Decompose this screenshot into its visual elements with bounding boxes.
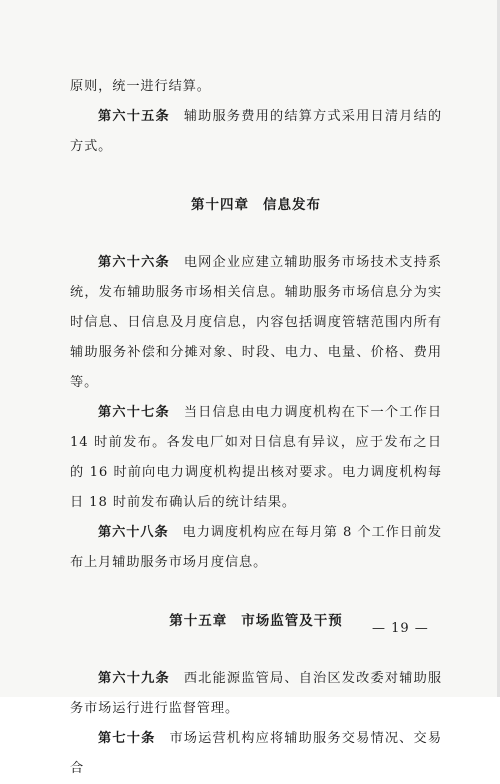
article-text: 电力调度机构应在每月第 8 个工作日前发布上月辅助服务市场月度信息。 <box>70 525 443 570</box>
article-number: 第六十六条 <box>98 255 170 270</box>
chapter-title: 信息发布 <box>263 197 321 213</box>
article-70 <box>70 724 442 784</box>
article-number: 第七十条 <box>98 731 156 746</box>
article-68 <box>70 518 442 578</box>
article-number: 第六十九条 <box>98 671 170 686</box>
chapter-number: 第十四章 <box>191 197 249 213</box>
article-number: 第六十八条 <box>98 525 169 540</box>
continued-paragraph <box>70 72 442 102</box>
article-number: 第六十七条 <box>98 405 170 420</box>
article-text: 当日信息由电力调度机构在下一个工作日 14 时前发布。各发电厂如对日信息有异议，应于发布之日的 16 时前向电力调度机构提出核对要求。电力调度机构每日 18 时前发布确认后的统计结果。 <box>70 405 443 510</box>
article-number: 第六十五条 <box>98 109 170 124</box>
paragraph-text: 原则，统一进行结算。 <box>70 79 211 94</box>
page-number: — 19 — <box>372 621 429 636</box>
article-67 <box>70 398 442 518</box>
chapter-title: 市场监管及干预 <box>241 613 343 629</box>
article-text: 市场运营机构应将辅助服务交易情况、交易合 <box>70 731 442 776</box>
article-65 <box>70 102 442 162</box>
article-69 <box>70 664 442 724</box>
article-66 <box>70 248 442 398</box>
chapter-14-heading <box>70 190 442 220</box>
chapter-number: 第十五章 <box>169 613 228 629</box>
page-body <box>70 72 442 784</box>
article-text: 电网企业应建立辅助服务市场技术支持系统，发布辅助服务市场相关信息。辅助服务市场信息分为实时信息、日信息及月度信息，内容包括调度管辖范围内所有辅助服务补偿和分摊对象、时段、电力、电量、价格、费用等。 <box>70 255 443 390</box>
article-text: 辅助服务费用的结算方式采用日清月结的方式。 <box>70 109 443 154</box>
article-text: 西北能源监管局、自治区发改委对辅助服务市场运行进行监督管理。 <box>70 671 443 716</box>
